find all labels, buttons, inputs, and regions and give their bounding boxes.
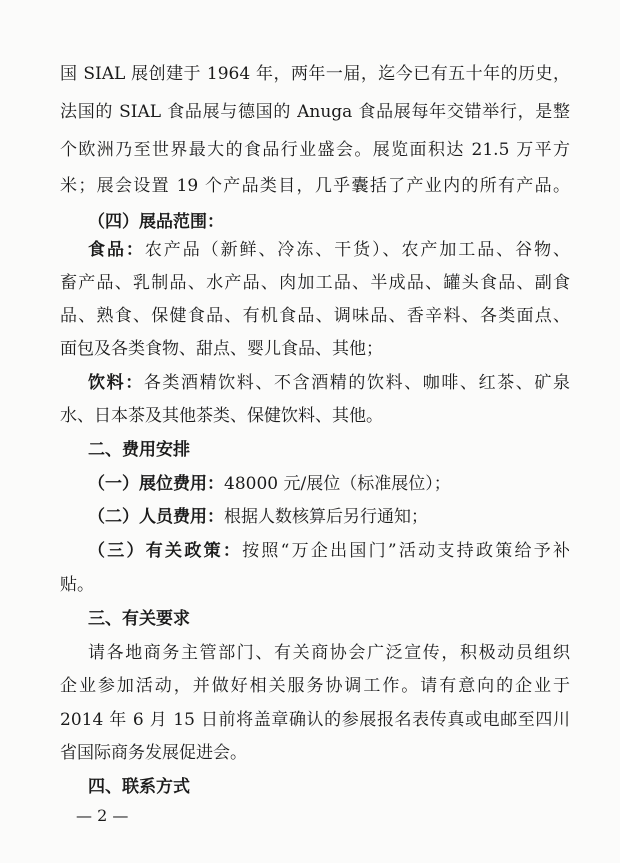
fee-item-2-label: （二）人员费用： [88, 507, 224, 527]
intro-line-2: 法国的 SIAL 食品展与德国的 Anuga 食品展每年交错举行，是整 [60, 102, 570, 122]
fee-item-1-text: 48000 元/展位（标准展位）； [224, 474, 451, 494]
food-text-1: 农产品（新鲜、冷冻、干货）、农产加工品、谷物、 [144, 240, 571, 260]
requirements-line-1: 请各地商务主管部门、有关商协会广泛宣传，积极动员组织 [88, 643, 570, 663]
fee-item-3-text: 按照“万企出国门”活动支持政策给予补 [242, 541, 571, 561]
intro-line-1: 国 SIAL 展创建于 1964 年，两年一届，迄今已有五十年的历史， [60, 64, 570, 84]
fee-item-3-label: （三）有关政策： [88, 541, 243, 561]
fee-item-2-text: 根据人数核算后另行通知； [224, 507, 428, 527]
scope-heading: （四）展品范围： [88, 212, 224, 232]
fees-heading: 二、费用安排 [88, 440, 190, 460]
requirements-line-3: 2014 年 6 月 15 日前将盖章确认的参展报名表传真或电邮至四川 [60, 710, 570, 730]
fee-item-3 [88, 539, 570, 563]
intro-line-3: 个欧洲乃至世界最大的食品行业盛会。展览面积达 21.5 万平方 [60, 140, 570, 160]
requirements-line-4: 省国际商务发展促进会。 [60, 743, 247, 763]
fee-item-1 [88, 472, 570, 496]
fee-item-2 [88, 505, 570, 529]
contact-heading: 四、联系方式 [88, 777, 190, 797]
fee-item-1-label: （一）展位费用： [88, 474, 224, 494]
food-line-3: 品、熟食、保健食品、有机食品、调味品、香辛料、各类面点、 [60, 306, 570, 326]
requirements-line-2: 企业参加活动，并做好相关服务协调工作。请有意向的企业于 [60, 676, 570, 696]
fee-item-3-continued: 贴。 [60, 575, 94, 595]
food-line-4: 面包及各类食物、甜点、婴儿食品、其他； [60, 339, 383, 359]
drink-text-1: 各类酒精饮料、不含酒精的饮料、咖啡、红茶、矿泉 [143, 373, 571, 393]
food-line-1 [88, 238, 570, 262]
food-line-2: 畜产品、乳制品、水产品、肉加工品、半成品、罐头食品、副食 [60, 273, 570, 293]
drink-line-1 [88, 371, 570, 395]
drink-label: 饮料： [88, 373, 144, 393]
intro-line-4: 米；展会设置 19 个产品类目，几乎囊括了产业内的所有产品。 [60, 176, 570, 196]
page-number: — 2 — [76, 806, 129, 825]
requirements-heading: 三、有关要求 [88, 609, 190, 629]
drink-line-2: 水、日本茶及其他茶类、保健饮料、其他。 [60, 406, 383, 426]
food-label: 食品： [88, 240, 145, 260]
